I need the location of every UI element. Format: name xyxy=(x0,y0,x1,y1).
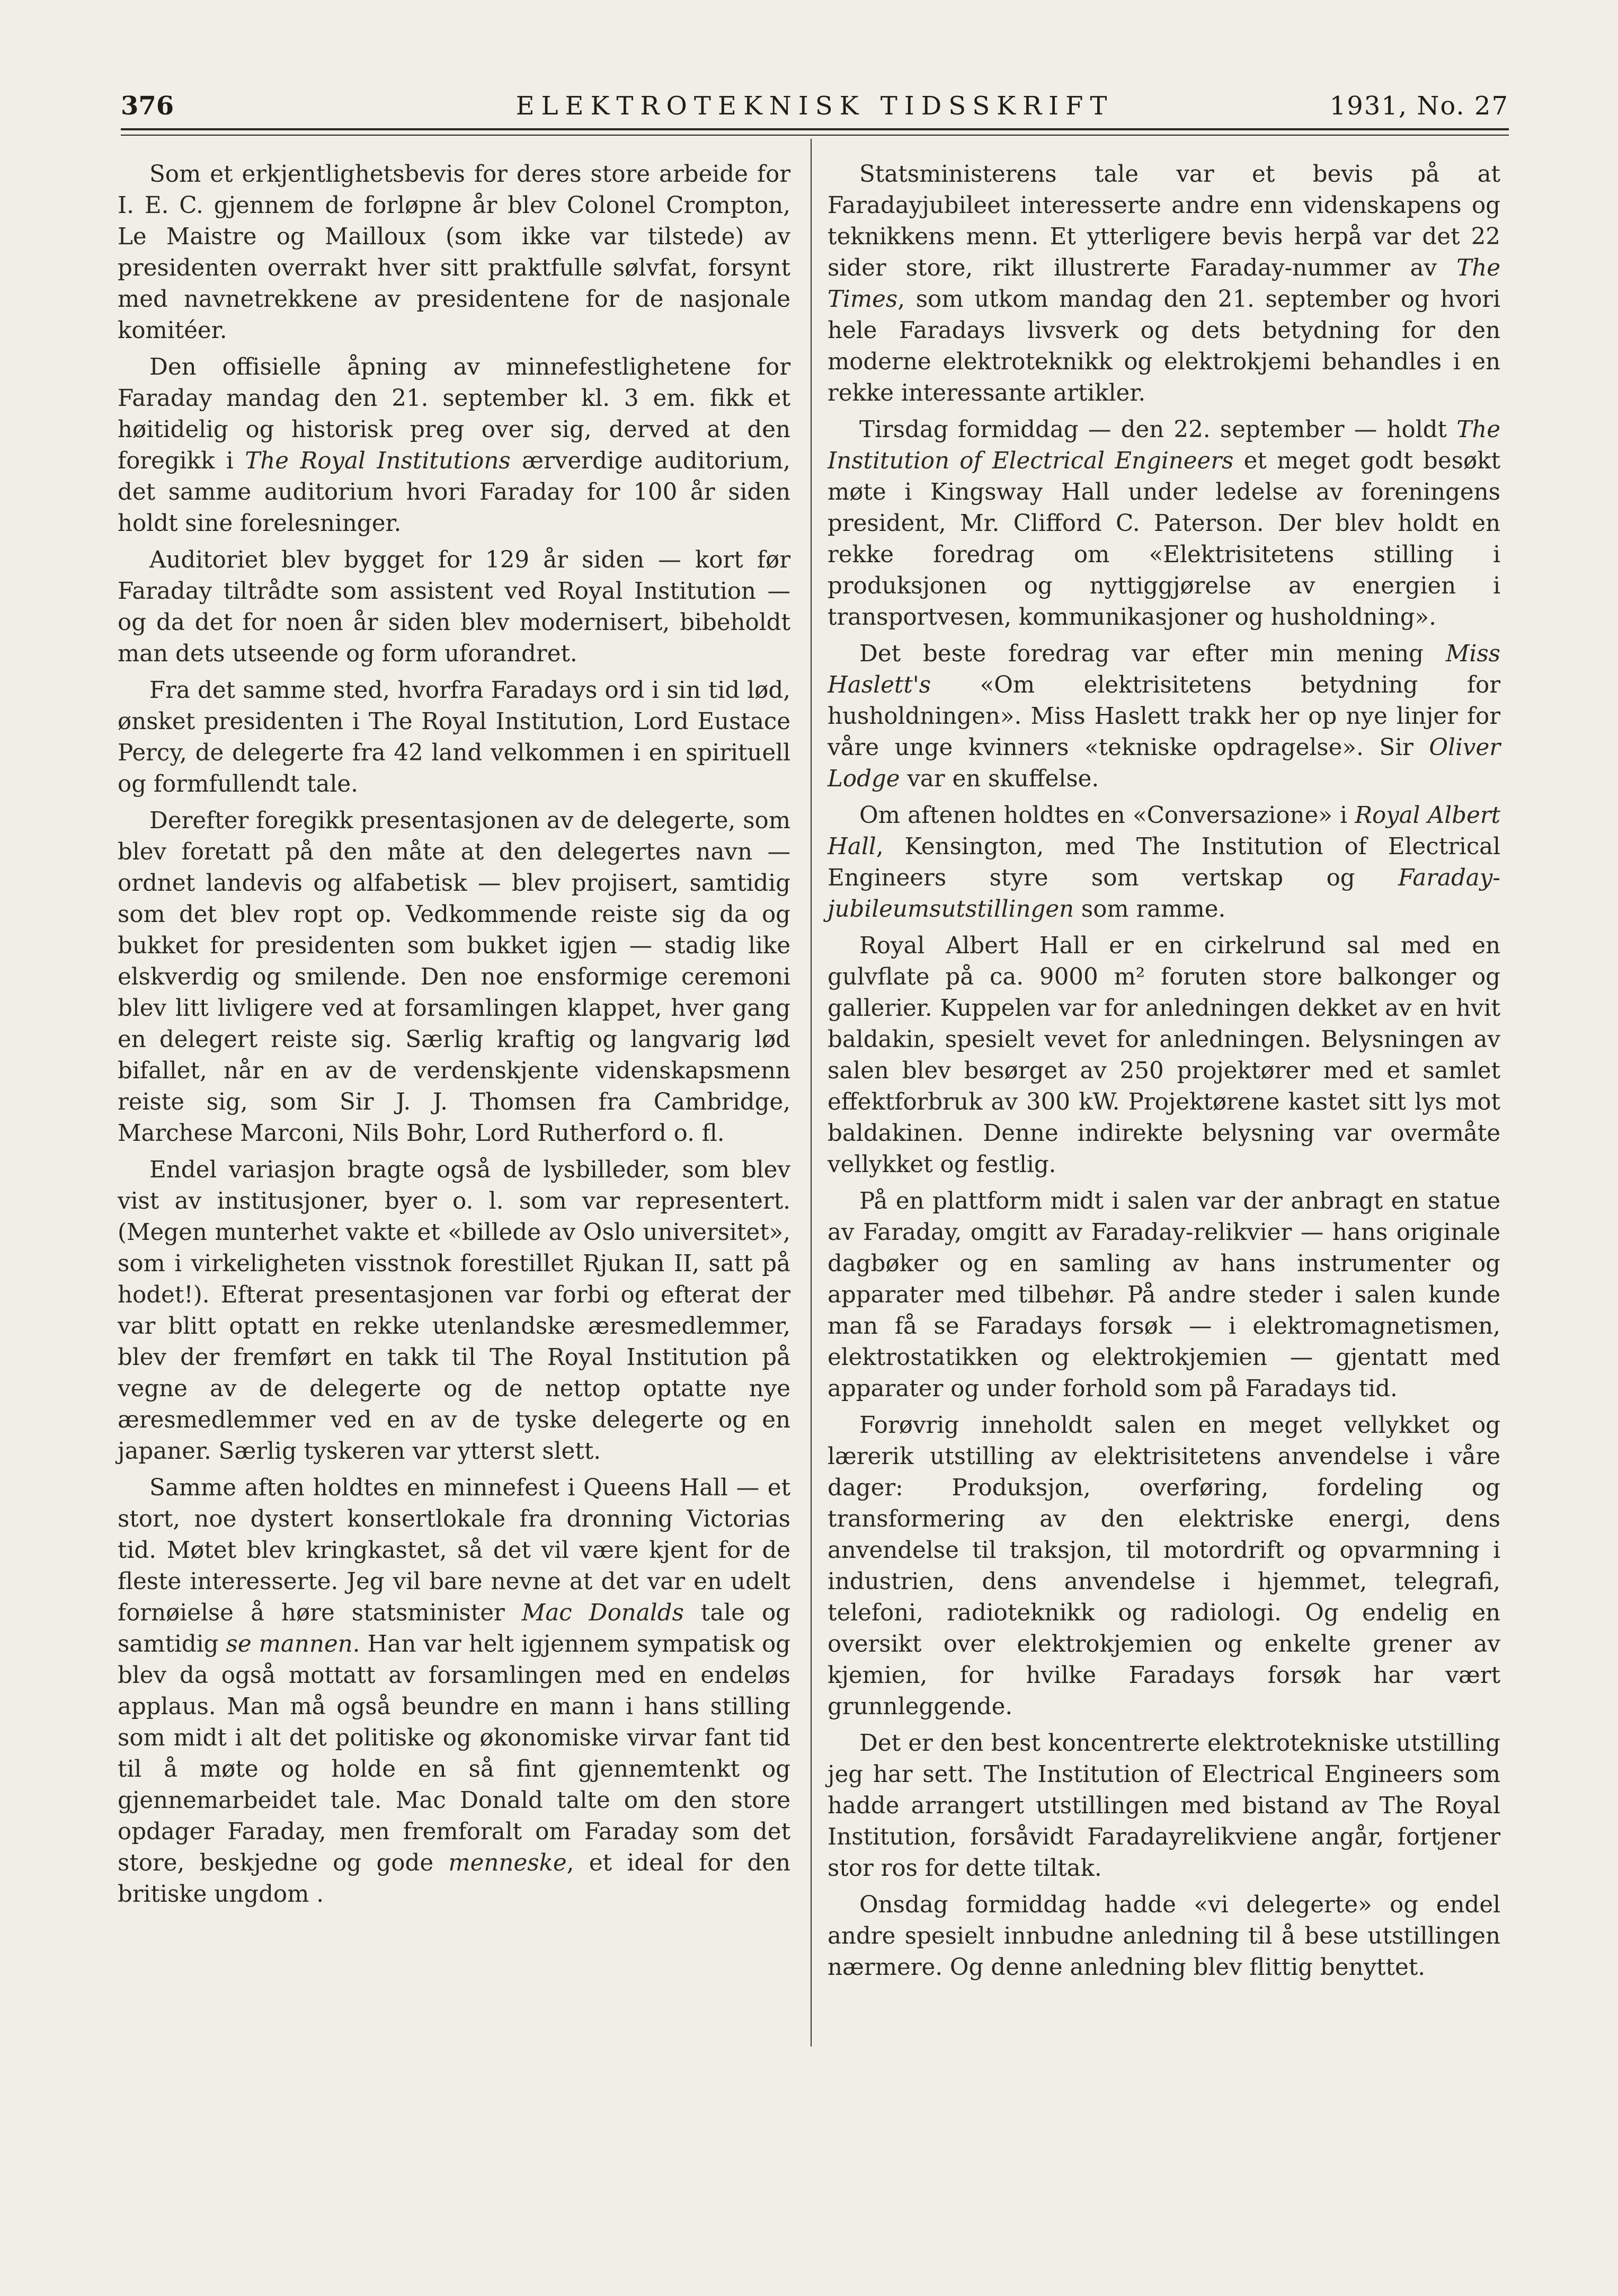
italic-text: The Institution of Electrical Engineers xyxy=(828,416,1500,474)
paragraph: Endel variasjon bragte også de lysbilleder, som blev vist av institusjoner, byer o. l. som var representert. (Megen munterhet vakte et «billede av Oslo universitet», som i virkeligheten visstnok forestillet Rjukan II, satt på hodet!). Efterat presentasjonen var forbi og efterat der var blitt optatt en rekke utenlandske æresmedlemmer, blev der fremført en takk til The Royal Institution på vegne av de delegerte og de nettop optatte nye æresmedlemmer ved en av de tyske delegerte og en japaner. Særlig tyskeren var ytterst slett. xyxy=(118,1157,790,1465)
italic-text: Oliver Lodge xyxy=(828,734,1500,792)
italic-text: Mac Donalds xyxy=(521,1600,684,1626)
paragraph: Onsdag formiddag hadde «vi delegerte» og endel andre spesielt innbudne anledning til å bese utstillingen nærmere. Og denne anledning blev flittig benyttet. xyxy=(828,1892,1500,1981)
italic-text: Faraday-jubileumsutstillingen xyxy=(828,865,1500,923)
paragraph: Om aftenen holdtes en «Conversazione» i Royal Albert Hall, Kensington, med The Institution of Electrical Engineers styre som vertskap og Faraday-jubileumsutstillingen som ramme. xyxy=(828,802,1500,923)
right-column xyxy=(828,159,1500,1989)
italic-text: The Royal Institutions xyxy=(245,448,511,474)
italic-text: The Times xyxy=(828,255,1500,313)
paragraph: Det er den best koncentrerte elektrotekniske utstilling jeg har sett. The Institution of Electrical Engineers som hadde arrangert utstillingen med bistand av The Royal Institution, forsåvidt Faradayrelikviene angår, fortjener stor ros for dette tiltak. xyxy=(828,1730,1500,1882)
running-header xyxy=(121,85,1509,127)
paragraph: Den offisielle åpning av minnefestlighetene for Faraday mandag den 21. september kl. 3 em. fikk et høitidelig og historisk preg over sig, derved at den foregikk i The Royal Institutions ærverdige auditorium, det samme auditorium hvori Faraday for 100 år siden holdt sine forelesninger. xyxy=(118,354,790,537)
header-rule-thin xyxy=(121,135,1509,136)
paragraph: Samme aften holdtes en minnefest i Queens Hall — et stort, noe dystert konsertlokale fra dronning Victorias tid. Møtet blev kringkastet, så det vil være kjent for de fleste interesserte. Jeg vil bare nevne at det var en udelt fornøielse å høre statsminister Mac Donalds tale og samtidig se mannen. Han var helt igjennem sympatisk og blev da også mottatt av forsamlingen med en endeløs applaus. Man må også beundre en mann i hans stilling som midt i alt det politiske og økonomiske virvar fant tid til å møte og holde en så fint gjennemtenkt og gjennemarbeidet tale. Mac Donald talte om den store opdager Faraday, men fremforalt om Faraday som det store, beskjedne og gode menneske, et ideal for den britiske ungdom . xyxy=(118,1475,791,1908)
paragraph: Fra det samme sted, hvorfra Faradays ord i sin tid lød, ønsket presidenten i The Royal Institution, Lord Eustace Percy, de delegerte fra 42 land velkommen i en spirituell og formfullendt tale. xyxy=(118,677,790,797)
italic-text: menneske xyxy=(448,1850,567,1876)
paragraph: Forøvrig inneholdt salen en meget vellykket og lærerik utstilling av elektrisitetens anvendelse i våre dager: Produksjon, overføring, fordeling og transformering av den elektriske energi, dens anvendelse til traksjon, til motordrift og opvarmning i industrien, dens anvendelse i hjemmet, telegrafi, telefoni, radioteknikk og radiologi. Og endelig en oversikt over elektrokjemien og enkelte grener av kjemien, for hvilke Faradays forsøk har vært grunnleggende. xyxy=(828,1412,1500,1720)
column-divider xyxy=(811,139,812,2046)
italic-text: se mannen xyxy=(226,1631,353,1657)
header-rule xyxy=(121,128,1509,130)
paragraph: Derefter foregikk presentasjonen av de delegerte, som blev foretatt på den måte at den delegertes navn — ordnet landevis og alfabetisk — blev projisert, samtidig som det blev ropt op. Vedkommende reiste sig da og bukket for presidenten som bukket igjen — stadig like elskverdig og smilende. Den noe ensformige ceremoni blev litt livligere ved at forsamlingen klappet, hver gang en delegert reiste sig. Særlig kraftig og langvarig lød bifallet, når en av de verdenskjente videnskapsmenn reiste sig, som Sir J. J. Thomsen fra Cambridge, Marchese Marconi, Nils Bohr, Lord Rutherford o. fl. xyxy=(118,808,790,1147)
italic-text: Royal Albert Hall xyxy=(828,802,1500,860)
journal-title: ELEKTROTEKNISK TIDSSKRIFT xyxy=(515,91,1114,121)
page-number: 376 xyxy=(121,91,174,121)
paragraph: Royal Albert Hall er en cirkelrund sal med en gulvflate på ca. 9000 m² foruten store balkonger og gallerier. Kuppelen var for anledningen dekket av en hvit baldakin, spesielt vevet for anledningen. Belysningen av salen blev besørget av 250 projektører med et samlet effektforbruk av 300 kW. Projektørene kastet sitt lys mot baldakinen. Denne indirekte belysning var overmåte vellykket og festlig. xyxy=(828,933,1500,1178)
paragraph: Det beste foredrag var efter min mening Miss Haslett's «Om elektrisitetens betydning for husholdningen». Miss Haslett trakk her op nye linjer for våre unge kvinners «tekniske opdragelse». Sir Oliver Lodge var en skuffelse. xyxy=(828,641,1500,792)
paragraph: Statsministerens tale var et bevis på at Faradayjubileet interesserte andre enn videnskapens og teknikkens menn. Et ytterligere bevis herpå var det 22 sider store, rikt illustrerte Faraday-nummer av The Times, som utkom mandag den 21. september og hvori hele Faradays livsverk og dets betydning for den moderne elektroteknikk og elektrokjemi behandles i en rekke interessante artikler. xyxy=(828,161,1500,406)
paragraph: Auditoriet blev bygget for 129 år siden — kort før Faraday tiltrådte som assistent ved Royal Institution — og da det for noen år siden blev modernisert, bibeholdt man dets utseende og form uforandret. xyxy=(118,547,790,667)
paragraph: Tirsdag formiddag — den 22. september — holdt The Institution of Electrical Engineers et meget godt besøkt møte i Kingsway Hall under ledelse av foreningens president, Mr. Clifford C. Paterson. Der blev holdt en rekke foredrag om «Elektrisitetens stilling i produksjonen og nyttiggjørelse av energien i transportvesen, kommunikasjoner og husholdning». xyxy=(828,416,1500,631)
italic-text: Miss Haslett's xyxy=(828,641,1500,698)
paragraph: Som et erkjentlighetsbevis for deres store arbeide for I. E. C. gjennem de forløpne år blev Colonel Crompton, Le Maistre og Mailloux (som ikke var tilstede) av presidenten overrakt hver sitt praktfulle sølvfat, forsynt med navnetrekkene av presidentene for de nasjonale komitéer. xyxy=(118,161,790,344)
issue-label: 1931, No. 27 xyxy=(1329,91,1509,121)
left-column xyxy=(118,159,790,1916)
paragraph: På en plattform midt i salen var der anbragt en statue av Faraday, omgitt av Faraday-relikvier — hans originale dagbøker og en samling av hans instrumenter og apparater med tilbehør. På andre steder i salen kunde man få se Faradays forsøk — i elektromagnetismen, elektrostatikken og elektrokjemien — gjentatt med apparater og under forhold som på Faradays tid. xyxy=(828,1188,1500,1402)
